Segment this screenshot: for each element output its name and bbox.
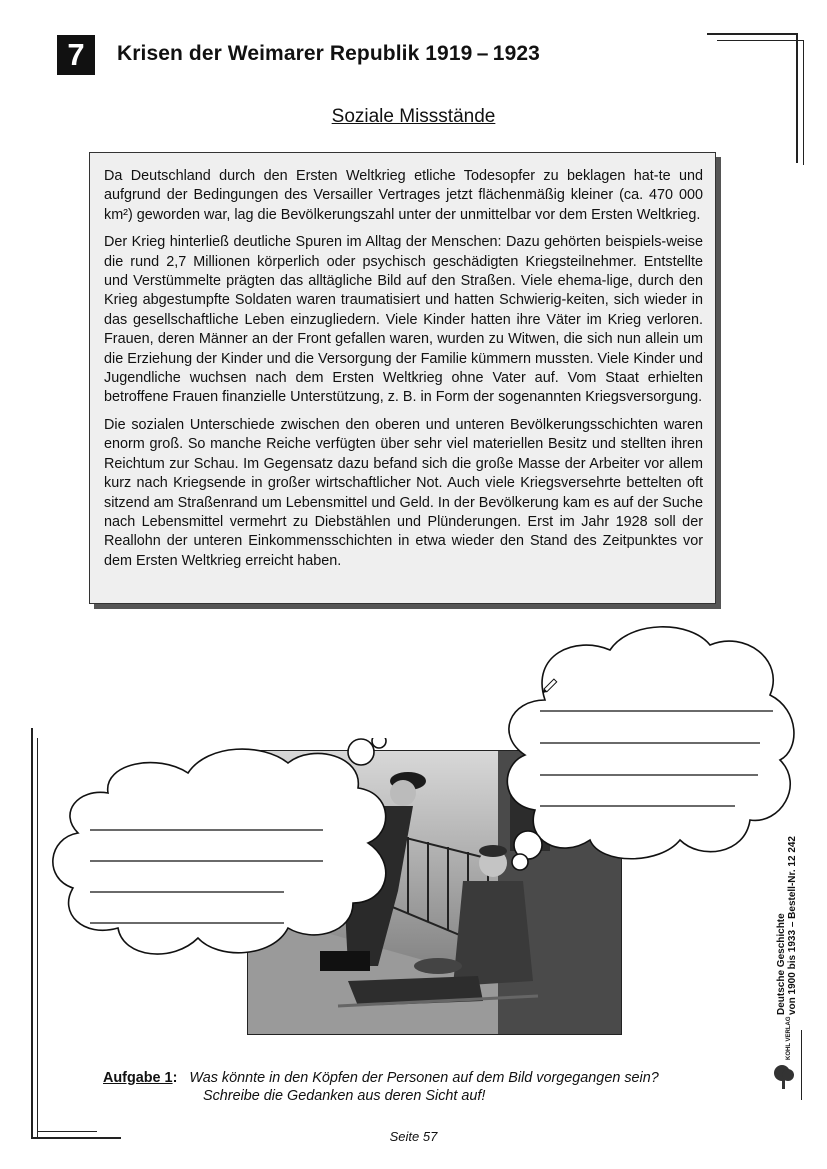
corner-line bbox=[707, 33, 797, 35]
chapter-number: 7 bbox=[57, 35, 95, 75]
task-colon: : bbox=[172, 1070, 178, 1086]
corner-line bbox=[803, 40, 804, 165]
side-line bbox=[801, 1030, 802, 1100]
page-number: Seite 57 bbox=[389, 1129, 438, 1144]
page-subtitle: Soziale Missstände bbox=[331, 106, 496, 127]
task-label: Aufgabe 1 bbox=[103, 1070, 173, 1086]
paragraph: Die sozialen Unterschiede zwischen den oberen und unteren Bevölkerungsschichten waren enorm groß. So manche Reiche verfügten über sehr viel materiellen Besitz und stellten ihren Reichtum zur Schau. Im Gegensatz dazu befand sich die große Masse der Arbeiter vor allem kurz nach Kriegsende in großer wirtschaftlicher Not. Auch viele Kriegsversehrte bettelten oft sitzend am Straßenrand um Lebensmittel und Geld. In der Bevölkerung kam es auf der Suche nach Lebensmittel vermehrt zu Diebstählen und Plünderungen. Erst im Jahr 1928 soll der Reallohn der unteren Einkommensschichten in etwa wieder den Stand des Zeitpunktes vor dem Ersten Weltkrieg erreicht haben. bbox=[104, 416, 703, 569]
info-text-box bbox=[89, 152, 716, 604]
thought-cloud-right bbox=[500, 615, 800, 880]
publisher-name: KOHL VERLAG bbox=[786, 1016, 792, 1060]
chapter-title: Krisen der Weimarer Republik 1919 – 1923 bbox=[117, 42, 540, 65]
corner-line bbox=[796, 33, 798, 163]
paragraph: Da Deutschland durch den Ersten Weltkrieg etliche Todesopfer zu beklagen hat-te und aufgrund der Bedingungen des Versailler Vertrages jetzt flächenmäßig kleiner (ca. 470 000 km²) geworden war, lag die Bevölkerungszahl unter der unmittelbar vor dem Ersten Weltkrieg. bbox=[104, 168, 703, 223]
corner-line bbox=[37, 738, 38, 1138]
tree-logo-icon bbox=[770, 1063, 798, 1091]
thought-cloud-left bbox=[48, 738, 398, 998]
side-book-order: von 1900 bis 1933 – Bestell-Nr. 12 242 bbox=[787, 836, 798, 1015]
task-instruction: Schreibe die Gedanken aus deren Sicht auf! bbox=[203, 1088, 486, 1104]
side-book-title: Deutsche Geschichte bbox=[776, 913, 787, 1015]
task-line-1 bbox=[103, 1069, 659, 1088]
corner-line bbox=[717, 40, 803, 41]
task-question: Was könnte in den Köpfen der Personen auf dem Bild vorgegangen sein? bbox=[189, 1070, 659, 1086]
corner-line bbox=[31, 728, 33, 1138]
paragraph: Der Krieg hinterließ deutliche Spuren im Alltag der Menschen: Dazu gehörten beispiels-weise die rund 2,7 Millionen körperlich oder psychisch geschädigten Kriegsteilnehmer. Entstellte und Verstümmelte prägten das alltägliche Bild auf den Straßen. Viele ehema-lige, durch den Krieg abgestumpfte Soldaten waren traumatisiert und hatten Schwierig-keiten, sich wieder in das gesellschaftliche Leben einzugliedern. Viele Kinder hatten ihre Väter im Krieg verloren. Frauen, deren Männer an der Front gefallen waren, wurden zu Witwen, die sich nun allein um die Erziehung der Kinder und die Versorgung der Familie kümmern mussten. Viele Kinder und Jugendliche wuchsen nach dem Ersten Weltkrieg ohne Vater auf. Vom Staat erhielten betroffene Frauen finanzielle Unterstützung, z. B. in Form der sogenannten Kriegsversorgung. bbox=[104, 234, 703, 406]
side-book-info bbox=[776, 815, 798, 1015]
